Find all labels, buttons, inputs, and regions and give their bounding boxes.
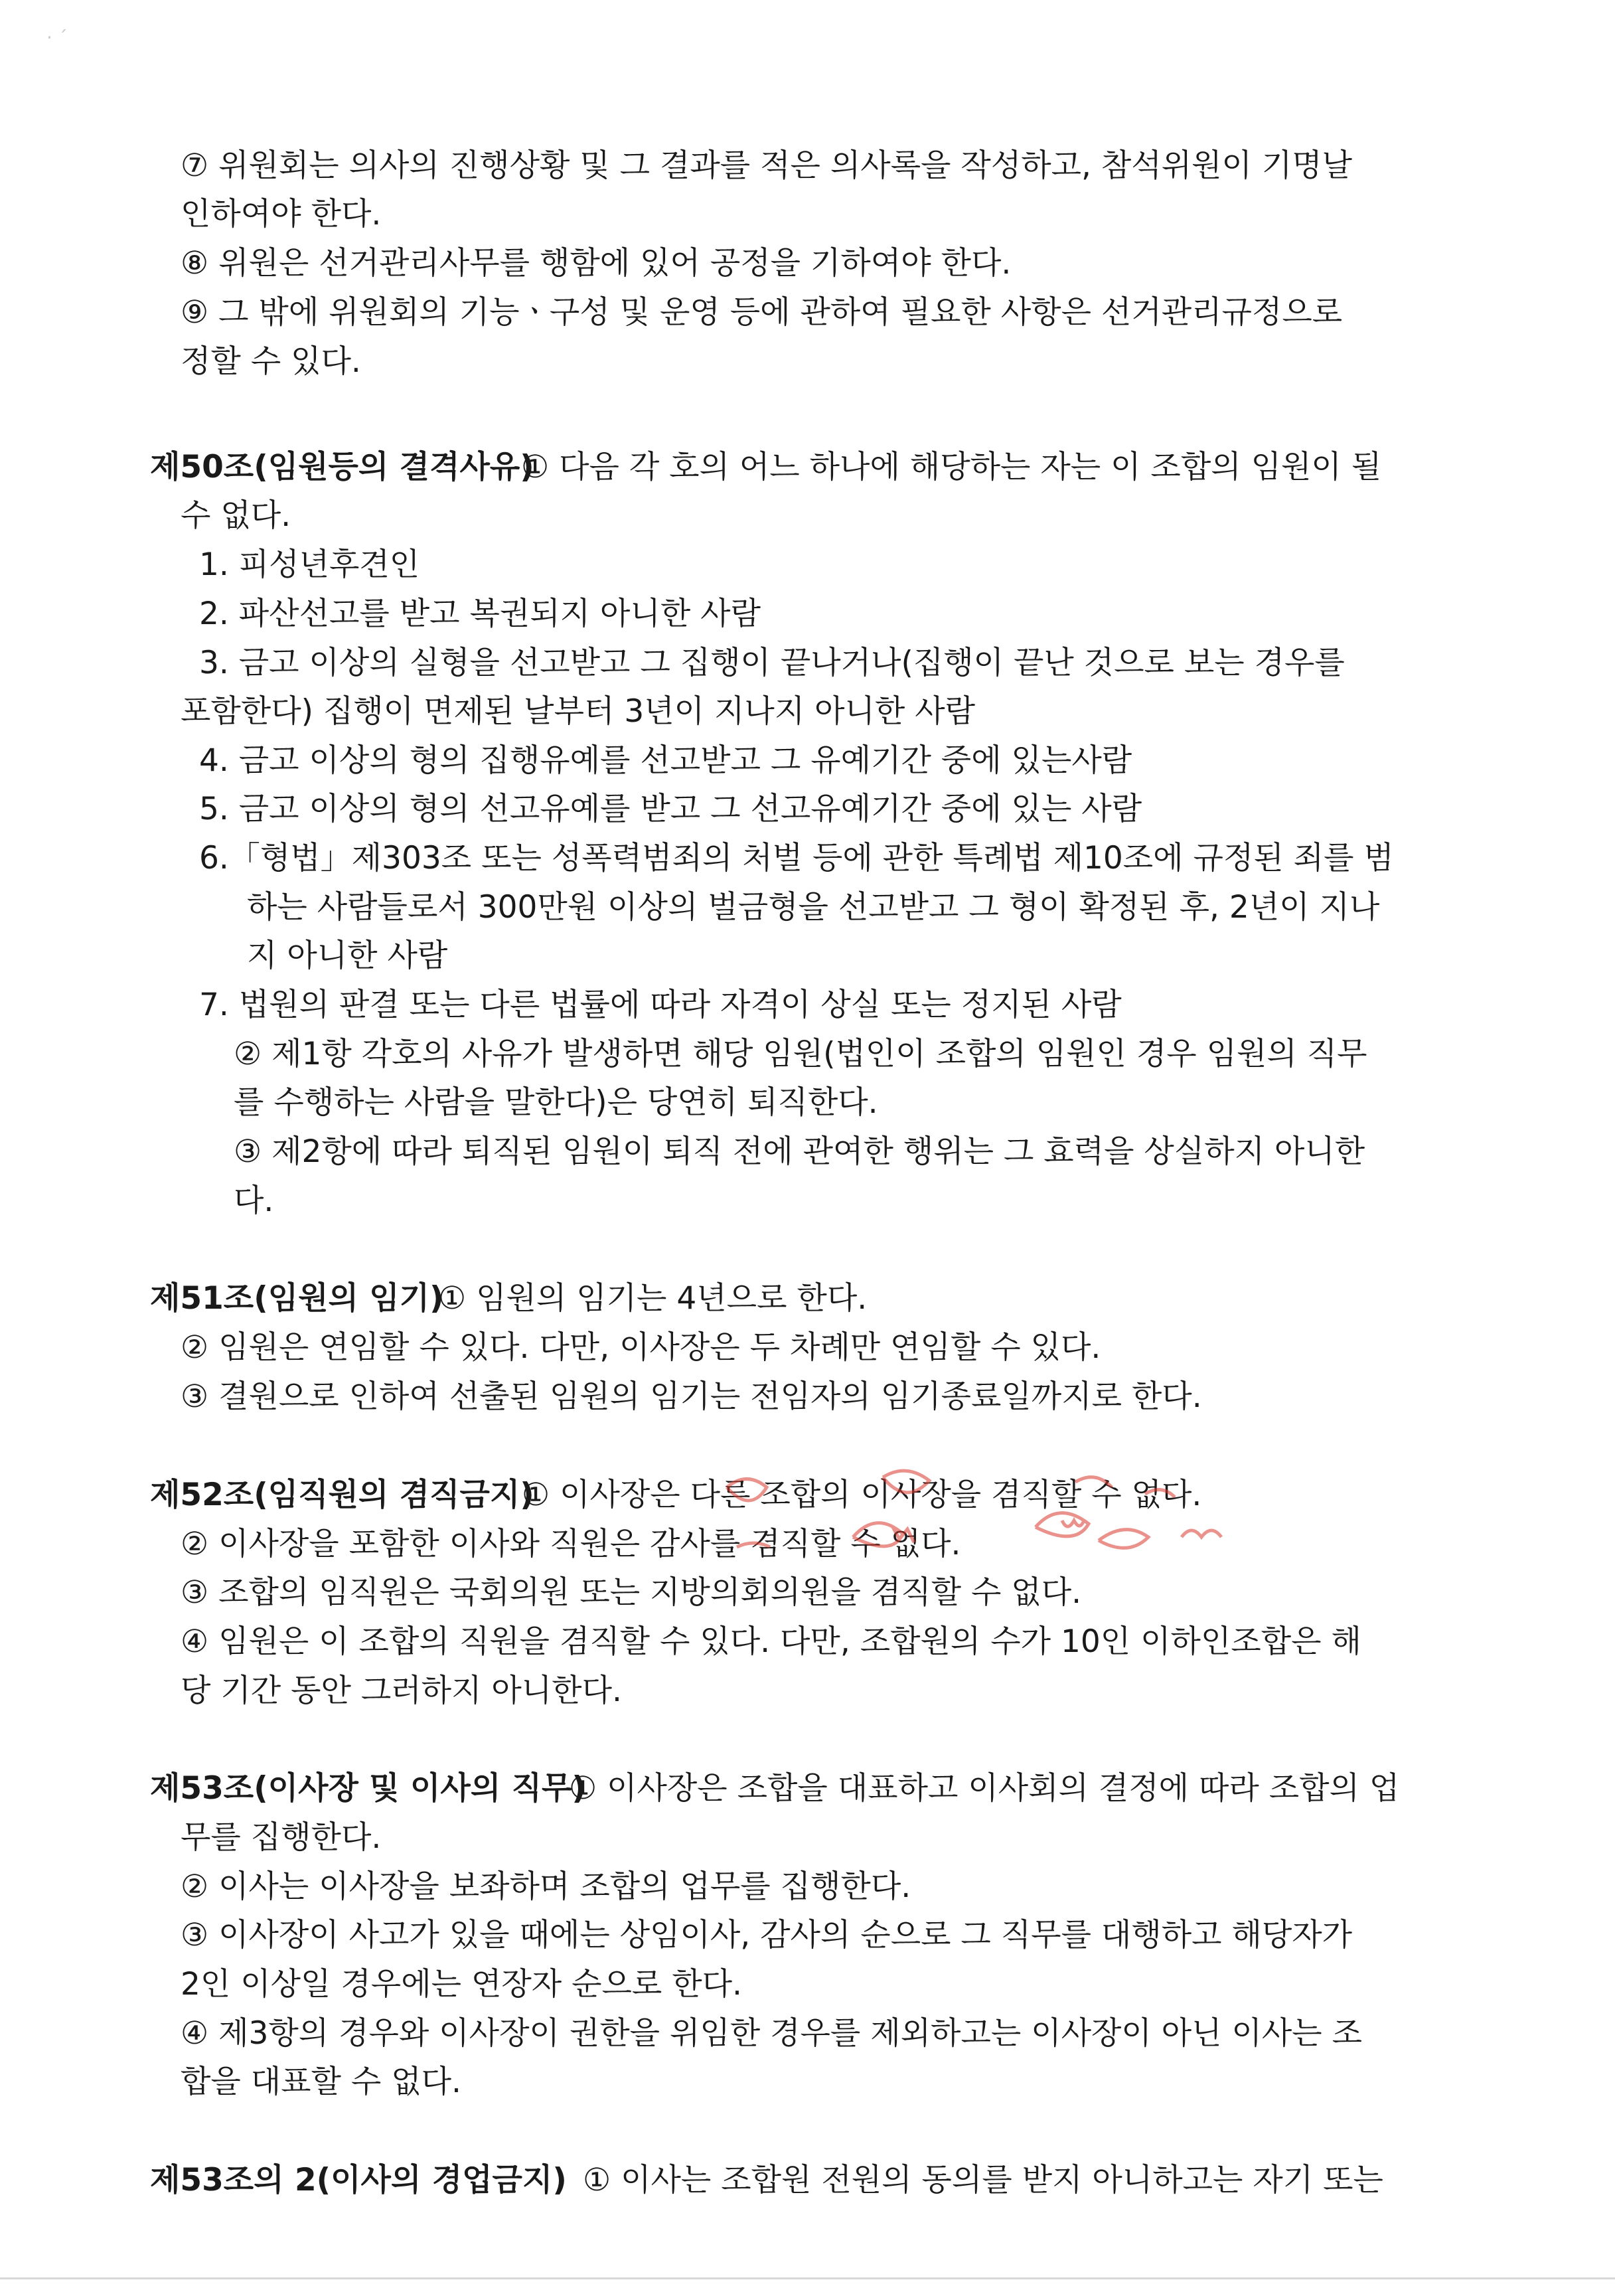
paragraph-line (0, 1912, 1615, 1959)
art50-item1: 1. 피성년후견인 (199, 546, 420, 583)
art52-p3: ③ 조합의 임직원은 국회의원 또는 지방의회의원을 겸직할 수 없다. (181, 1574, 1082, 1611)
scan-artifact: · ˊ (46, 27, 68, 48)
art50-item4: 4. 금고 이상의 형의 집행유예를 선고받고 그 유예기간 중에 있는사람 (199, 742, 1132, 779)
art53-p4-line2: 합을 대표할 수 없다. (181, 2064, 461, 2100)
paragraph-line (0, 492, 1615, 540)
art49-p9-line2: 정할 수 있다. (181, 343, 361, 380)
art52-p4-line1: ④ 임원은 이 조합의 직원을 겸직할 수 있다. 다만, 조합원의 수가 10인 이하인조합은 해 (181, 1623, 1361, 1660)
art50-item5: 5. 금고 이상의 형의 선고유예를 받고 그 선고유예기간 중에 있는 사람 (199, 791, 1142, 827)
art50-p1-line2: 수 없다. (181, 497, 291, 534)
paragraph-line (0, 1961, 1615, 2009)
paragraph-line (0, 289, 1615, 337)
art51-p1: ① 임원의 임기는 4년으로 한다. (438, 1280, 868, 1317)
list-item (0, 835, 1615, 882)
art53-p1-line2: 무를 집행한다. (181, 1819, 382, 1856)
art53-p3-line2: 2인 이상일 경우에는 연장자 순으로 한다. (181, 1966, 742, 2003)
art50-item7: 7. 법원의 판결 또는 다른 법률에 따라 자격이 상실 또는 정지된 사람 (199, 987, 1122, 1023)
art50-heading: 제50조(임원등의 결격사유) (150, 449, 534, 485)
art53-p4-line1: ④ 제3항의 경우와 이사장이 권한을 위임한 경우를 제외하고는 이사장이 아닌 이사는 조 (181, 2015, 1363, 2052)
paragraph-line (0, 2010, 1615, 2058)
art50-p2-line2: 를 수행하는 사람을 말한다)은 당연히 퇴직한다. (234, 1084, 878, 1121)
paragraph-line (0, 1128, 1615, 1176)
paragraph-line (0, 142, 1615, 190)
paragraph-line (0, 1618, 1615, 1666)
paragraph-line (0, 2058, 1615, 2106)
list-item (0, 639, 1615, 687)
list-item (0, 785, 1615, 833)
art51-heading: 제51조(임원의 임기) (150, 1280, 444, 1317)
art50-item6-line1: 6.「형법」제303조 또는 성폭력범죄의 처벌 등에 관한 특례법 제10조에 규정된 죄를 범 (199, 840, 1394, 876)
list-item (0, 541, 1615, 589)
art50-item3-line1: 3. 금고 이상의 실형을 선고받고 그 집행이 끝나거나(집행이 끝난 것으로 보는 경우를 (199, 645, 1345, 681)
paragraph-line (0, 1030, 1615, 1078)
list-item (0, 932, 1615, 980)
art49-p7-line1: ⑦ 위원회는 의사의 진행상황 및 그 결과를 적은 의사록을 작성하고, 참석위원이 기명날 (181, 147, 1353, 184)
paragraph-line (0, 1814, 1615, 1862)
list-item (0, 884, 1615, 932)
list-item (0, 981, 1615, 1029)
paragraph-line (0, 1863, 1615, 1911)
article-heading-line (0, 1765, 1615, 1813)
art53-heading: 제53조(이사장 및 이사의 직무) (150, 1770, 586, 1807)
article-heading-line (0, 1471, 1615, 1519)
art50-item3-line2: 포함한다) 집행이 면제된 날부터 3년이 지나지 아니한 사람 (181, 693, 976, 730)
paragraph-line (0, 1324, 1615, 1372)
art52-p4-line2: 당 기간 동안 그러하지 아니한다. (181, 1673, 622, 1709)
list-item (0, 688, 1615, 736)
paragraph-line (0, 1373, 1615, 1421)
art53-2-heading: 제53조의 2(이사의 경업금지) (150, 2162, 567, 2198)
paragraph-line (0, 1177, 1615, 1225)
art50-p3-line2: 다. (234, 1183, 274, 1219)
art50-p3-line1: ③ 제2항에 따라 퇴직된 임원이 퇴직 전에 관여한 행위는 그 효력을 상실하지 아니한 (234, 1133, 1365, 1170)
list-item (0, 737, 1615, 785)
art52-p2: ② 이사장을 포함한 이사와 직원은 감사를 겸직할 수 없다. (181, 1526, 961, 1562)
art53-p1-line1: ① 이사장은 조합을 대표하고 이사회의 결정에 따라 조합의 업 (569, 1770, 1400, 1807)
art49-p7-line2: 인하여야 한다. (181, 196, 382, 232)
paragraph-line (0, 1569, 1615, 1617)
art50-item6-line2: 하는 사람들로서 300만원 이상의 벌금형을 선고받고 그 형이 확정된 후, 2년이 지나 (247, 889, 1380, 926)
art51-p2: ② 임원은 연임할 수 있다. 다만, 이사장은 두 차례만 연임할 수 있다. (181, 1329, 1101, 1366)
paragraph-line (0, 1520, 1615, 1568)
paragraph-line (0, 1667, 1615, 1715)
article-heading-line (0, 2157, 1615, 2204)
art53-p2: ② 이사는 이사장을 보좌하며 조합의 업무를 집행한다. (181, 1868, 911, 1905)
article-heading-line (0, 1275, 1615, 1323)
paragraph-line (0, 240, 1615, 287)
art50-item6-line3: 지 아니한 사람 (247, 938, 448, 974)
art51-p3: ③ 결원으로 인하여 선출된 임원의 임기는 전임자의 임기종료일까지로 한다. (181, 1378, 1202, 1415)
list-item (0, 590, 1615, 638)
art50-item2: 2. 파산선고를 받고 복권되지 아니한 사람 (199, 596, 761, 632)
article-heading-line (0, 444, 1615, 491)
paragraph-line (0, 338, 1615, 386)
art50-p1-line1: ① 다음 각 호의 어느 하나에 해당하는 자는 이 조합의 임원이 될 (521, 449, 1382, 485)
art52-heading: 제52조(임직원의 겸직금지) (150, 1477, 534, 1513)
art53-p3-line1: ③ 이사장이 사고가 있을 때에는 상임이사, 감사의 순으로 그 직무를 대행하고 해당자가 (181, 1917, 1353, 1953)
art49-p9-line1: ⑨ 그 밖에 위원회의 기능ㆍ구성 및 운영 등에 관하여 필요한 사항은 선거관리규정으로 (181, 294, 1343, 331)
page-bottom-edge (0, 2277, 1615, 2279)
art49-p8: ⑧ 위원은 선거관리사무를 행함에 있어 공정을 기하여야 한다. (181, 245, 1012, 282)
art53-2-p1-line1: ① 이사는 조합원 전원의 동의를 받지 아니하고는 자기 또는 (583, 2162, 1383, 2198)
art50-p2-line1: ② 제1항 각호의 사유가 발생하면 해당 임원(법인이 조합의 임원인 경우 임원의 직무 (234, 1036, 1367, 1072)
paragraph-line (0, 191, 1615, 238)
paragraph-line (0, 1079, 1615, 1127)
art52-p1: ① 이사장은 다른 조합의 이사장을 겸직할 수 없다. (522, 1477, 1202, 1513)
